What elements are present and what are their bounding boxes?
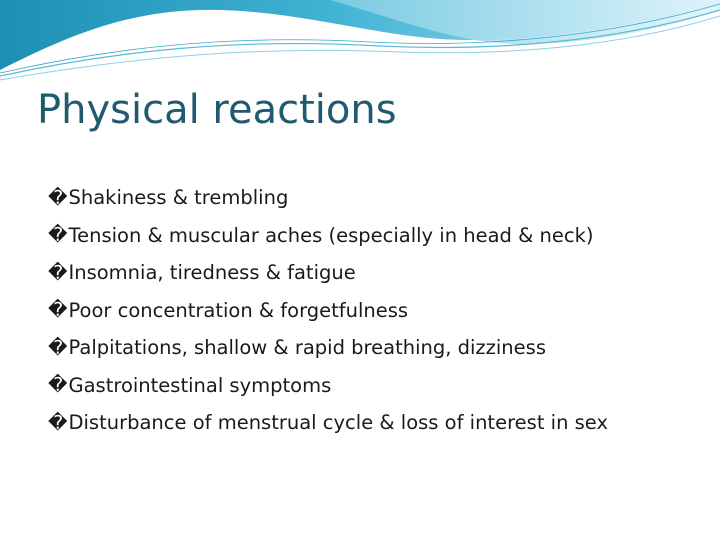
header-wave-decoration [0,0,720,90]
bullet-glyph-icon: � [48,411,68,434]
bullet-glyph-icon: � [48,261,68,284]
slide-title: Physical reactions [37,87,397,133]
bullet-text: Disturbance of menstrual cycle & loss of interest in sex [68,411,608,435]
bullet-item [48,292,608,330]
bullet-text: Palpitations, shallow & rapid breathing, dizziness [68,336,546,360]
bullet-text: Gastrointestinal symptoms [68,373,332,397]
bullet-item [48,217,608,255]
bullet-text: Tension & muscular aches (especially in head & neck) [68,223,594,247]
bullet-text: Insomnia, tiredness & fatigue [68,261,356,285]
bullet-list [48,179,608,442]
bullet-glyph-icon: � [48,374,68,397]
bullet-item [48,367,608,405]
bullet-item [48,329,608,367]
bullet-glyph-icon: � [48,336,68,359]
bullet-item [48,404,608,442]
bullet-text: Poor concentration & forgetfulness [68,298,409,322]
bullet-text: Shakiness & trembling [68,186,289,210]
bullet-item [48,254,608,292]
bullet-glyph-icon: � [48,299,68,322]
bullet-glyph-icon: � [48,186,68,209]
bullet-item [48,179,608,217]
bullet-glyph-icon: � [48,224,68,247]
